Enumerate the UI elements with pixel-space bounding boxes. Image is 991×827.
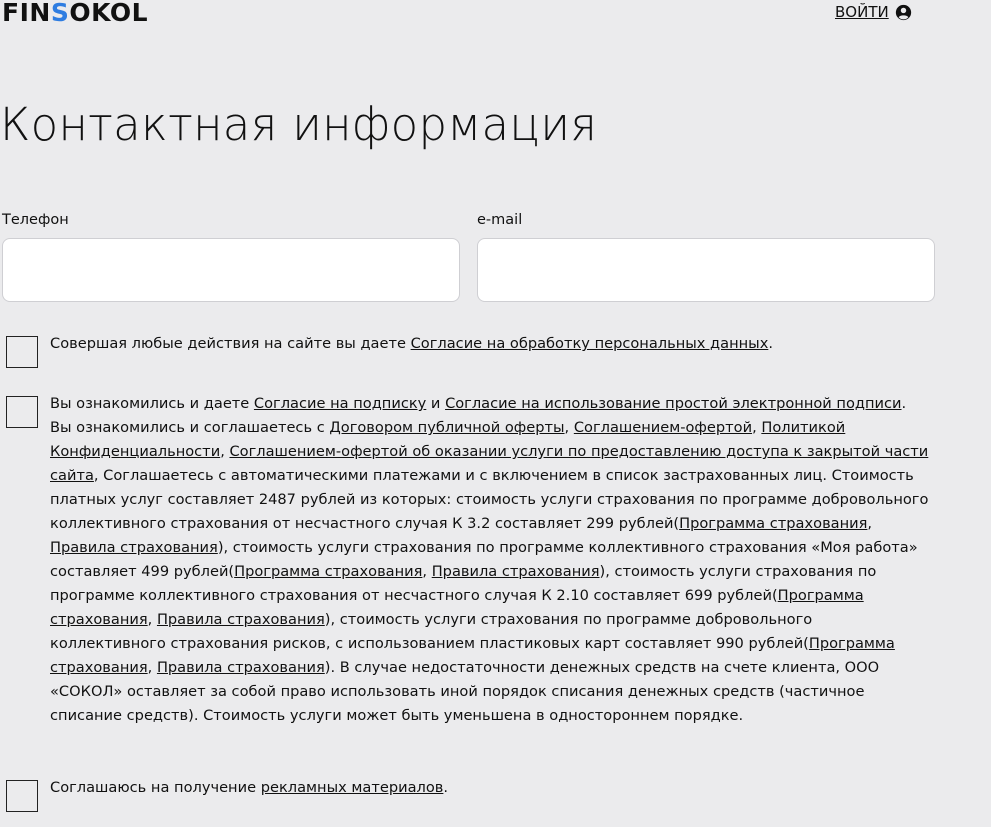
consent-text: , — [147, 659, 157, 676]
phone-input[interactable] — [2, 238, 460, 302]
consent-text: Соглашаюсь на получение — [50, 779, 261, 796]
consent-text: , — [220, 443, 230, 460]
terms-consent-text — [50, 392, 930, 728]
consent-text: ), стоимость услуги страхования по программе добровольного коллективного страхования рисков, с использованием пластиковых карт составляет 990 рублей( — [50, 611, 813, 652]
consent-text: , — [564, 419, 574, 436]
public-offer-link[interactable]: Договором публичной оферты — [329, 419, 565, 436]
terms-consent-checkbox[interactable] — [6, 396, 38, 428]
consent-text: , — [867, 515, 873, 532]
user-circle-icon — [895, 4, 912, 21]
logo-text-accent: S — [50, 0, 70, 27]
consent-text: ), стоимость услуги страхования по программе коллективного страхования от несчастного случая К 2.10 составляет 699 рублей( — [50, 563, 877, 604]
email-input[interactable] — [477, 238, 935, 302]
login-label: ВОЙТИ — [835, 3, 889, 21]
insurance-program-link[interactable]: Программа страхования — [679, 515, 868, 532]
logo-text-end: OKOL — [69, 0, 149, 27]
consent-text: , — [422, 563, 432, 580]
page-title: Контактная информация — [0, 98, 598, 151]
consent-text: . — [443, 779, 449, 796]
e-signature-consent-link[interactable]: Согласие на использование простой электронной подписи — [445, 395, 902, 412]
consent-text: и — [426, 395, 446, 412]
consent-text: Совершая любые действия на сайте вы даете — [50, 335, 411, 352]
advertising-materials-link[interactable]: рекламных материалов — [260, 779, 444, 796]
consent-text: ). В случае недостаточности денежных средств на счете клиента, ООО «СОКОЛ» оставляет за собой право использовать иной порядок списания денежных средств (частичное списание средств). Стоимость услуги может быть уменьшена в одностороннем порядке. — [50, 659, 880, 724]
consent-text: . Вы ознакомились и соглашаетесь с — [50, 395, 907, 436]
consent-text: . — [768, 335, 773, 352]
consent-text: Вы ознакомились и даете — [50, 395, 254, 412]
subscription-consent-link[interactable]: Согласие на подписку — [253, 395, 427, 412]
insurance-rules-link[interactable]: Правила страхования — [431, 563, 600, 580]
email-label: e-mail — [477, 212, 523, 228]
closed-section-offer-link[interactable]: Соглашением-офертой об оказании услуги по предоставлению доступа к закрытой части сайта — [50, 443, 929, 484]
personal-data-consent-link[interactable]: Согласие на обработку персональных данных — [410, 335, 769, 352]
privacy-policy-link[interactable]: Политикой Конфиденциальности — [50, 419, 846, 460]
advertising-consent-checkbox[interactable] — [6, 780, 38, 812]
phone-label: Телефон — [2, 212, 69, 228]
insurance-program-link[interactable]: Программа страхования — [50, 635, 895, 676]
personal-data-consent-checkbox[interactable] — [6, 336, 38, 368]
advertising-consent-text — [50, 776, 930, 800]
login-button[interactable] — [835, 3, 912, 21]
offer-agreement-link[interactable]: Соглашением-офертой — [573, 419, 753, 436]
logo[interactable] — [2, 0, 148, 26]
consent-text: , — [752, 419, 762, 436]
consent-text: , Соглашаетесь с автоматическими платежами и с включением в список застрахованных лиц. Стоимость платных услуг составляет 2487 рублей из которых: стоимость услуги страхования по программе добровольного коллективного страхования от несчастного случая К 3.2 составляет 299 рублей( — [50, 467, 929, 532]
insurance-program-link[interactable]: Программа страхования — [234, 563, 423, 580]
insurance-program-link[interactable]: Программа страхования — [50, 587, 864, 628]
logo-text-start: FIN — [2, 0, 51, 27]
consent-text: , — [147, 611, 157, 628]
personal-data-consent-text — [50, 332, 930, 356]
insurance-rules-link[interactable]: Правила страхования — [156, 611, 325, 628]
insurance-rules-link[interactable]: Правила страхования — [156, 659, 325, 676]
insurance-rules-link[interactable]: Правила страхования — [50, 539, 218, 556]
consent-text: ), стоимость услуги страхования по программе коллективного страхования «Моя работа» составляет 499 рублей( — [50, 539, 918, 580]
